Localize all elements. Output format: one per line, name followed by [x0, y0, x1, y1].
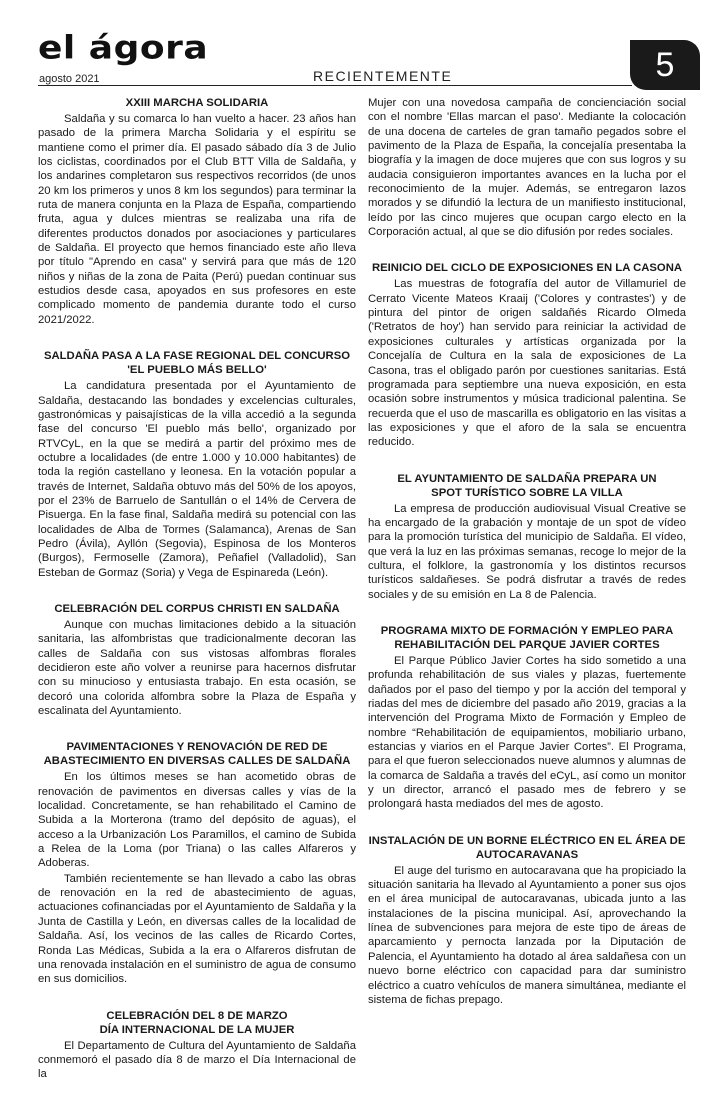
article-headline: [368, 624, 686, 652]
section-title: RECIENTEMENTE: [313, 68, 453, 84]
article-headline: [38, 96, 356, 110]
right-column: [368, 96, 686, 1029]
headline-line: EL AYUNTAMIENTO DE SALDAÑA PREPARA UN: [397, 472, 657, 485]
headline-line: SALDAÑA PASA A LA FASE REGIONAL DEL CONCURSO: [43, 350, 351, 363]
headline-line: DÍA INTERNACIONAL DE LA MUJER: [99, 1023, 295, 1036]
article-headline: [38, 349, 356, 377]
article-paragraph: La candidatura presentada por el Ayuntamiento de Saldaña, destacando las bondades y excelencias culturales, gastronómicas y paisajísticas de la villa accedió a la segunda fase del concurso 'El pueblo más bello', organizado por RTVCyL, en la que se medirá a partir del próximo mes de octubre a localidades (de entre 1.000 y 10.000 habitantes) de toda la región castellano y leonesa. En la votación popular a través de Internet, Saldaña obtuvo más del 50% de los apoyos, por el 23% de Barruelo de Santullán o el 14% de Cervera de Pisuerga. En la fase final, Saldaña medirá su potencial con las localidades de Alba de Tormes (Salamanca), Arenas de San Pedro (Ávila), Ayllón (Segovia), Espinosa de los Monteros (Burgos), Fermoselle (Zamora), Peñafiel (Valladolid), San Esteban de Gormaz (Soria) y Vega de Espinareda (León).: [38, 380, 356, 579]
article-spot-turistico: [368, 472, 686, 602]
article-headline: [38, 740, 356, 768]
article-paragraph: La empresa de producción audiovisual Visual Creative se ha encargado de la grabación y montaje de un spot de vídeo para la promoción turística del municipio de Saldaña. El vídeo, que verá la luz en las próximas semanas, recoge lo mejor de la cultura, el folklore, la gastronomía y los distintos recursos turísticos saldañeses. Se podrá disfrutar a través de redes sociales y de su emisión en La 8 de Palencia.: [368, 502, 686, 601]
article-paragraph: Mujer con una novedosa campaña de concienciación social con el nombre 'Ellas marcan el paso'. Mediante la colocación de una docena de carteles de gran tamaño pegados sobre el pavimento de la Plaza de España, la concejalía presentaba la biografía y la imagen de doce mujeres que con sus logros y su audacia consiguieron importantes avances en la lucha por el reconocimiento de la mujer. Además, se entregaron lazos morados y se difundió la lectura de un manifiesto institucional, leído por las cinco mujeres que ocupan cargo electo en la Corporación actual, al que se dio difusión por redes sociales.: [368, 97, 686, 239]
article-borne-electrico: [368, 834, 686, 1007]
headline-line: ABASTECIMIENTO EN DIVERSAS CALLES DE SALDAÑA: [43, 755, 351, 768]
article-pavimentaciones: [38, 740, 356, 986]
article-headline: [368, 261, 686, 275]
article-pueblo-mas-bello: [38, 349, 356, 580]
headline-line: INSTALACIÓN DE UN BORNE ELÉCTRICO EN EL ÁREA DE: [368, 834, 686, 847]
headline-text: CELEBRACIÓN DEL CORPUS CHRISTI EN SALDAÑA: [54, 602, 340, 615]
headline-line: PROGRAMA MIXTO DE FORMACIÓN Y EMPLEO PARA: [380, 624, 674, 637]
masthead-logo: el ágora: [38, 30, 209, 67]
article-paragraph: También recientemente se han llevado a cabo las obras de renovación en la red de abastecimiento de aguas, actuaciones cofinanciadas por el Ayuntamiento de Saldaña y la Junta de Castilla y León, en diversas calles de la localidad de Saldaña. Así, los vecinos de las calles de Ricardo Cortes, Ronda Las Médicas, Subida a la era o Alfareros disfrutan de una renovada instalación en el suministro de agua de consumo en sus domicilios.: [38, 872, 356, 986]
issue-date: agosto 2021: [39, 73, 100, 85]
article-paragraph: Saldaña y su comarca lo han vuelto a hacer. 23 años han pasado de la primera Marcha Solidaria y el espíritu se mantiene como el primer día. El pasado sábado día 3 de Julio los ciclistas, coordinados por el Club BTT Villa de Saldaña, y los andarines completaron sus respectivos recorridos (de unos 20 km los primeros y unos 8 km los segundos) para terminar la ruta de manera conjunta en la Plaza de España, compartiendo fruta, agua y dulces mientras se realizaba una rifa de diferentes productos donados por asociaciones y particulares de Saldaña. El proyecto que hemos financiado este año lleva por título "Aprendo en casa" y servirá para que más de 120 niños y niñas de la zona de Paita (Perú) puedan continuar sus estudios desde casa, apoyados en sus profesores en este complicado momento de pandemia durante todo el curso 2021/2022.: [38, 113, 356, 326]
headline-line: REHABILITACIÓN DEL PARQUE JAVIER CORTES: [394, 638, 660, 651]
article-headline: [38, 1009, 356, 1037]
headline-line: AUTOCARAVANAS: [475, 848, 579, 861]
headline-line: PAVIMENTACIONES Y RENOVACIÓN DE RED DE: [66, 741, 328, 754]
article-exposiciones: [368, 261, 686, 449]
article-8-marzo: [38, 1009, 356, 1082]
article-programa-mixto: [368, 624, 686, 812]
article-corpus-christi: [38, 602, 356, 718]
headline-line: CELEBRACIÓN DEL 8 DE MARZO: [106, 1009, 288, 1022]
article-paragraph: El Parque Público Javier Cortes ha sido sometido a una profunda rehabilitación de sus viales y plazas, fuertemente dañados por el paso del tiempo y por la acción del temporal y riadas del mes de diciembre del pasado año 2019, gracias a la intervención del Programa Mixto de Formación y Empleo de nombre “Rehabilitación de equipamientos, mobiliario urbano, estancias y viarios en el Parque Javier Cortes”. El Programa, para el que fueron seleccionados nueve alumnos y alumnas de la comarca de Saldaña a través del eCyL, así como un monitor y un director, arrancó el pasado mes de febrero y se prolongará hasta mediados del mes de agosto.: [368, 654, 686, 811]
headline-text: REINICIO DEL CICLO DE EXPOSICIONES EN LA CASONA: [371, 262, 683, 275]
left-column: [38, 96, 356, 1104]
article-headline: [368, 834, 686, 862]
article-headline: [38, 602, 356, 616]
article-paragraph: El auge del turismo en autocaravana que ha propiciado la situación sanitaria ha llevado al Ayuntamiento a poner sus ojos en el área municipal de autocaravanas, ubicada junto a las instalaciones de la piscina municipal. Así, aprovechando la línea de subvenciones para mejora de este tipo de áreas de aparcamiento y pernocta lanzada por la Diputación de Palencia, el Ayuntamiento ha dotado al área saldañesa con un nuevo borne eléctrico con capacidad para dar suministro eléctrico a cuatro vehículos de manera simultánea, mediante el sistema de fichas prepago.: [368, 864, 686, 1006]
page-number-badge: 5: [630, 40, 700, 90]
header-divider: [38, 85, 632, 86]
article-headline: [368, 472, 686, 500]
headline-line: 'EL PUEBLO MÁS BELLO': [127, 364, 267, 377]
article-paragraph: El Departamento de Cultura del Ayuntamiento de Saldaña conmemoró el pasado día 8 de marzo el Día Internacional de la: [38, 1039, 356, 1081]
article-paragraph: Aunque con muchas limitaciones debido a la situación sanitaria, las alfombristas que tradicionalmente decoran las calles de Saldaña con sus vistosas alfombras florales decidieron este año volver a reunirse para hacernos disfrutar con su minucioso y entusiasta trabajo. En esta ocasión, se decoró una colorida alfombra sobre la Plaza de España y escalinata del Ayuntamiento.: [38, 618, 356, 718]
article-paragraph: En los últimos meses se han acometido obras de renovación de pavimentos en diversas calles y vías de la localidad. Concretamente, se han rehabilitado el Camino de Subida a la Morterona (tramo del depósito de aguas), el acceso a la Urbanización Los Paramillos, el camino de Subida a Relea de la Loma (por Triana) o las calles Alfareros y Adoberas.: [38, 771, 356, 870]
article-paragraph: Las muestras de fotografía del autor de Villamuriel de Cerrato Vicente Mateos Kraaij ('Colores y contrastes') y de pintura del pintor de origen saldañés Ricardo Olmeda ('Retratos de hoy') han servido para reiniciar la actividad de exposiciones culturales y artísticas organizada por la Concejalía de Cultura en la sala de exposiciones de La Casona, tras el obligado parón por cuestiones sanitarias. Está programada para septiembre una nueva exposición, en esta ocasión sobre instrumentos y música tradicional palentina. Se recuerda que el uso de mascarilla es obligatorio en las visitas a las exposiciones y que el aforo de la sala se encuentra reducido.: [368, 278, 686, 449]
headline-line: SPOT TURÍSTICO SOBRE LA VILLA: [431, 486, 623, 499]
article-8-marzo-continued: [368, 96, 686, 239]
article-marcha-solidaria: [38, 96, 356, 327]
headline-text: XXIII MARCHA SOLIDARIA: [125, 97, 269, 109]
